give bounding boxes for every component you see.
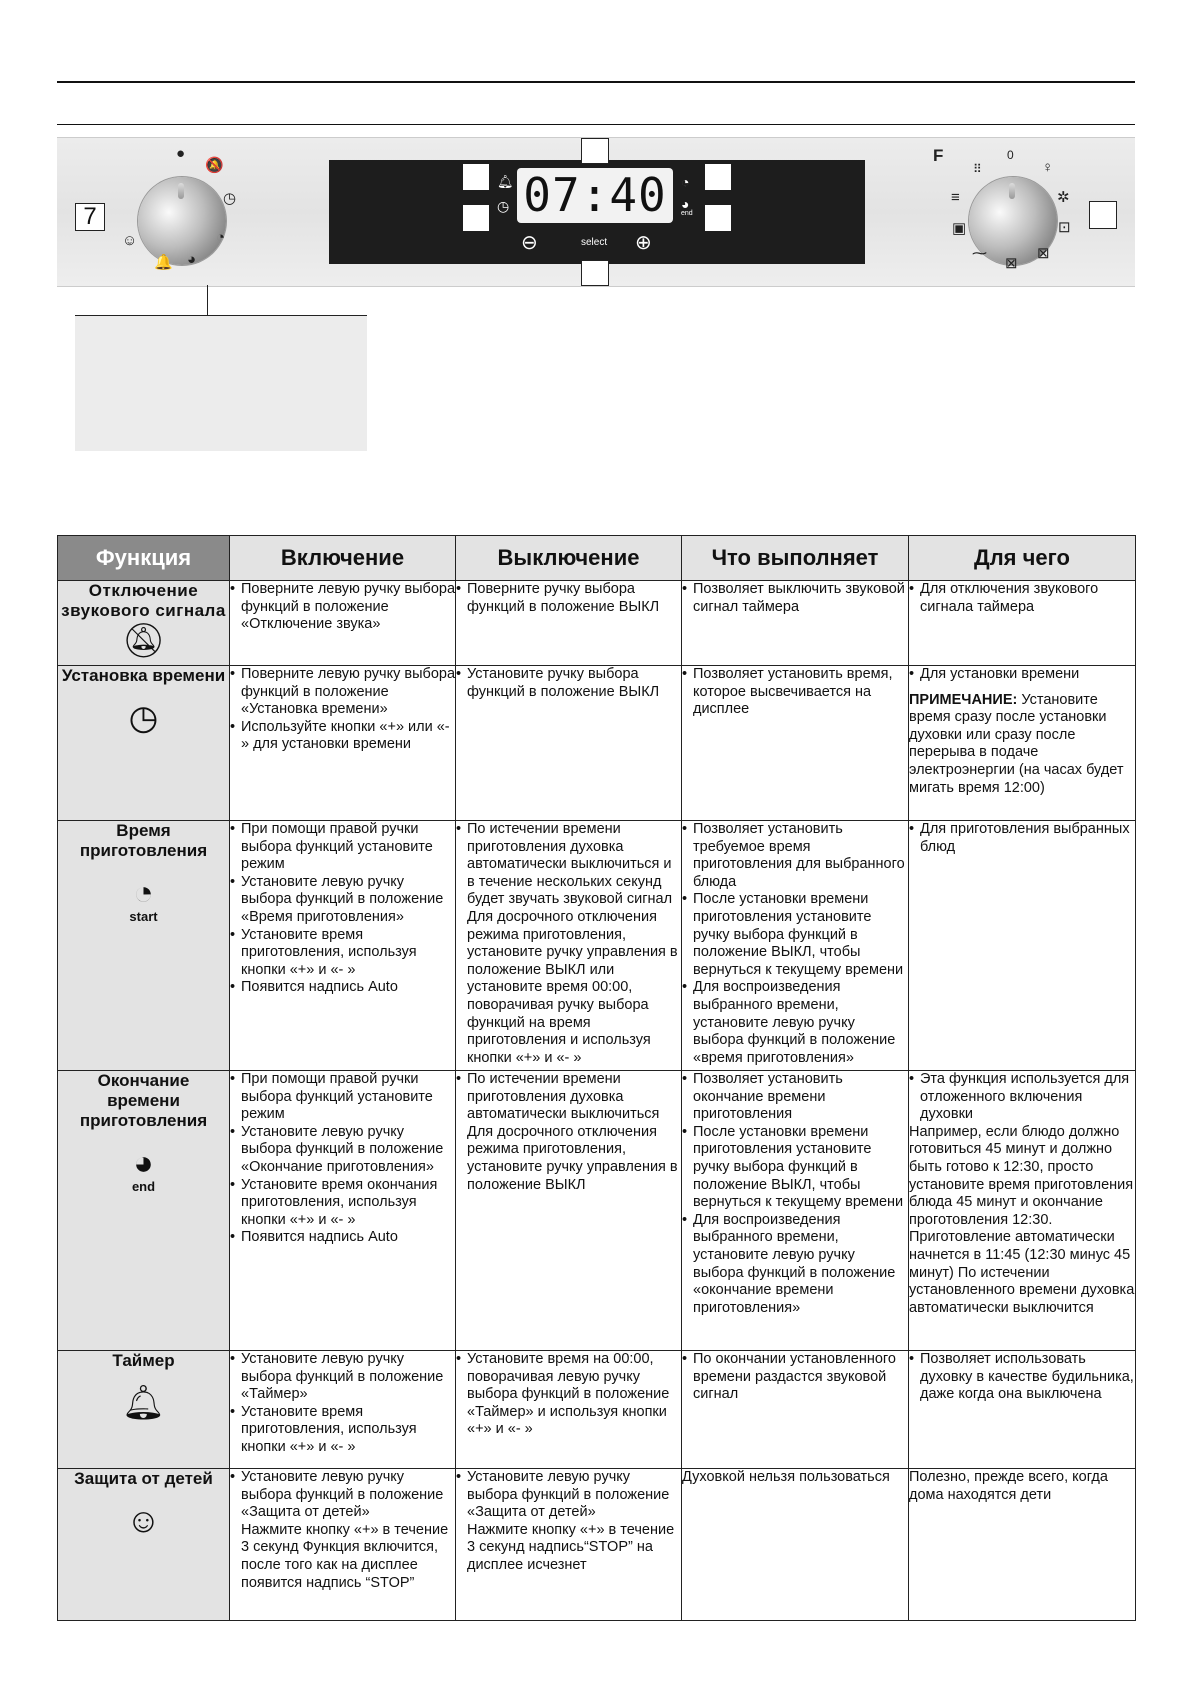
function-name: Отключение звукового сигнала — [61, 581, 226, 620]
functions-table — [57, 535, 1136, 1621]
left-function-knob[interactable] — [138, 177, 226, 268]
why-cell — [909, 1071, 1136, 1351]
timer-end-icon: ◕ end — [58, 1145, 229, 1193]
table-row — [58, 1351, 1136, 1469]
on-step: • Появится надпись Auto — [230, 979, 455, 997]
why-item: • Для установки времени — [909, 666, 1135, 684]
time-readout: 07:40 — [517, 168, 673, 223]
display-end-label: end — [681, 210, 693, 217]
convection-icon: ⊠ — [1037, 245, 1050, 262]
off-cell — [456, 1071, 682, 1351]
callout-box-right — [1089, 201, 1117, 229]
display-clock-icon: ◷ — [497, 198, 510, 214]
on-cell — [230, 581, 456, 666]
on-step: • Установите время приготовления, используя кнопки «+» и «- » — [230, 927, 455, 980]
what-cell — [682, 581, 909, 666]
on-step: • При помощи правой ручки выбора функций установите режим — [230, 821, 455, 874]
on-step: • Используйте кнопки «+» или «- » для установки времени — [230, 719, 455, 754]
why-example: Например, если блюдо должно готовиться 45 минут и должно быть готово к 12:30, просто установите время приготовления блюда 45 минут и окончание проготовления 12:30. Приготовление автоматически начнется в 11:45 (12:30 минус 45 минут) По истечении установленного времени духовка автоматически выключится — [909, 1123, 1135, 1316]
off-extra: Нажмите кнопку «+» в течение 3 секунд надпись“STOP” на дисплее исчезнет — [467, 1521, 675, 1573]
clock-icon: ◷ — [128, 699, 159, 737]
on-step: • При помощи правой ручки выбора функций установите режим — [230, 1071, 455, 1124]
note-text: Установите время сразу после установки духовки или сразу после перерыва в подаче электроэнергии (на часах будет мигать время 12:00) — [909, 691, 1124, 796]
callout-box-bottom-center — [581, 260, 609, 286]
what-item: • Позволяет установить окончание времени приготовления — [682, 1071, 908, 1124]
function-name-cell — [58, 581, 230, 666]
why-item: Полезно, прежде всего, когда дома находятся дети — [909, 1469, 1108, 1503]
why-item: • Для отключения звукового сигнала таймера — [909, 581, 1135, 616]
on-step: • Поверните левую ручку выбора функций в положение «Отключение звука» — [230, 581, 455, 634]
what-cell — [682, 821, 909, 1071]
why-cell — [909, 581, 1136, 666]
table-row — [58, 1071, 1136, 1351]
off-step: • Установите время на 00:00, поворачивая левую ручку выбора функций в положение «Таймер» и используя кнопки «+» и «- » — [456, 1351, 681, 1439]
what-item: • Позволяет выключить звуковой сигнал таймера — [682, 581, 908, 616]
on-cell — [230, 821, 456, 1071]
on-step: • Установите левую ручку выбора функций в положение «Защита от детей» — [230, 1469, 455, 1522]
off-step: • Поверните ручку выбора функций в положение ВЫКЛ — [456, 581, 681, 616]
minus-button[interactable]: ⊖ — [521, 232, 538, 254]
on-step: • Установите левую ручку выбора функций в положение «Окончание приготовления» — [230, 1124, 455, 1177]
on-step: • Установите левую ручку выбора функций в положение «Время приготовления» — [230, 874, 455, 927]
table-row — [58, 1469, 1136, 1621]
light-icon: ♀ — [1042, 159, 1054, 176]
function-knob-label: F — [933, 146, 944, 165]
on-step: • Установите время приготовления, используя кнопки «+» и «- » — [230, 1404, 455, 1457]
bell-icon: 🔔︎ — [121, 1384, 166, 1422]
table-row — [58, 821, 1136, 1071]
callout-box-bottom-right — [705, 205, 731, 231]
header-off: Выключение — [456, 536, 682, 581]
what-item: • Для воспроизведения выбранного времени, установите левую ручку выбора функций в положение «время приготовления» — [682, 979, 908, 1067]
defrost-icon: ✲ — [1057, 189, 1070, 206]
callout-box-top-right — [705, 164, 731, 190]
fan-oven-icon: ⊠ — [1005, 255, 1018, 272]
header-on: Включение — [230, 536, 456, 581]
off-cell — [456, 1469, 682, 1621]
function-name: Защита от детей — [74, 1469, 213, 1488]
function-name-cell — [58, 1469, 230, 1621]
why-item: • Для приготовления выбранных блюд — [909, 821, 1135, 856]
what-cell — [682, 666, 909, 821]
display-start-icon: ◔ — [681, 174, 690, 190]
function-name: Окончание времени приготовления — [79, 1071, 208, 1130]
what-item: • После установки времени приготовления установите ручку выбора функций в положение ВЫКЛ, чтобы вернуться к текущему времени — [682, 891, 908, 979]
callout-line — [207, 285, 208, 315]
table-row — [58, 666, 1136, 821]
child-lock-icon: ☺ — [126, 1502, 161, 1540]
display-end-icon: ◕ — [681, 196, 690, 212]
callout-number-box: 7 — [75, 203, 105, 231]
control-panel — [57, 137, 1135, 287]
off-step: • Установите ручку выбора функций в положение ВЫКЛ — [456, 666, 681, 701]
lower-heat-icon: ⁓ — [972, 245, 987, 262]
what-item: • По окончании установленного времени раздастся звуковой сигнал — [682, 1351, 908, 1404]
off-cell — [456, 1351, 682, 1469]
why-item: • Позволяет использовать духовку в качестве будильника, даже когда она выключена — [909, 1351, 1135, 1404]
function-name-cell — [58, 821, 230, 1071]
knob-zero-label: 0 — [1007, 148, 1014, 162]
off-cell — [456, 666, 682, 821]
grill-dots-icon: ⠿ — [973, 162, 982, 176]
on-cell — [230, 1071, 456, 1351]
header-what: Что выполняет — [682, 536, 909, 581]
off-cell — [456, 581, 682, 666]
on-extra: Нажмите кнопку «+» в течение 3 секунд Функция включится, после того как на дисплее появится надпись “STOP” — [241, 1521, 449, 1591]
off-step: • По истечении времени приготовления духовка автоматически выключиться Для досрочного отключения режима приготовления, установите ручку управления в положение ВЫКЛ — [456, 1071, 681, 1194]
on-step: • Появится надпись Auto — [230, 1229, 455, 1247]
end-label: end — [131, 1179, 156, 1194]
off-dot-icon: ● — [176, 145, 186, 162]
callout-box-bottom-left — [463, 205, 489, 231]
what-item: • Позволяет установить время, которое высвечивается на дисплее — [682, 666, 908, 719]
bell-icon: 🔔 — [154, 254, 173, 271]
clock-icon: ◷ — [223, 190, 237, 207]
plus-button[interactable]: ⊕ — [635, 232, 652, 254]
child-lock-icon: ☺ — [122, 232, 138, 249]
on-cell — [230, 666, 456, 821]
display-bell-icon: 🔔︎ — [497, 174, 514, 189]
table-header-row — [58, 536, 1136, 581]
what-item: • Позволяет установить требуемое время приготовления для выбранного блюда — [682, 821, 908, 891]
function-name: Время приготовления — [79, 821, 208, 860]
timer-end-icon: ◕ — [187, 251, 197, 268]
on-step: • Поверните левую ручку выбора функций в положение «Установка времени» — [230, 666, 455, 719]
what-cell — [682, 1351, 909, 1469]
start-label: start — [129, 909, 158, 924]
why-cell — [909, 1351, 1136, 1469]
header-why: Для чего — [909, 536, 1136, 581]
callout-box-top-left — [463, 164, 489, 190]
function-name-cell — [58, 666, 230, 821]
off-step: • По истечении времени приготовления духовка автоматически выключиться и в течение нескольких секунд будет звучать звуковой сигнал Для досрочного отключения режима приготовления, установите ручку управления в положение ВЫКЛ или установите время 00:00, поворачивая ручку выбора функций на время приготовления и используя кнопки «+» и «- » — [456, 821, 681, 1067]
callout-note-box — [75, 316, 367, 451]
on-step: • Установите левую ручку выбора функций в положение «Таймер» — [230, 1351, 455, 1404]
note-label: ПРИМЕЧАНИЕ: — [909, 691, 1018, 708]
timer-start-icon: ◔ start — [58, 875, 229, 923]
why-item: • Эта функция используется для отложенного включения духовки — [909, 1071, 1135, 1124]
function-name: Таймер — [112, 1351, 175, 1370]
off-cell — [456, 821, 682, 1071]
mute-icon: 🔕 — [205, 157, 224, 174]
pizza-icon: ▣ — [952, 220, 967, 237]
bottom-heat-icon: ⊡ — [1058, 219, 1071, 236]
table-row — [58, 581, 1136, 666]
select-button[interactable]: select — [581, 237, 608, 248]
top-rule — [57, 81, 1135, 83]
what-cell — [682, 1071, 909, 1351]
on-cell — [230, 1469, 456, 1621]
why-cell — [909, 821, 1136, 1071]
why-cell — [909, 666, 1136, 821]
off-step: • Установите левую ручку выбора функций в положение «Защита от детей» — [456, 1469, 681, 1522]
why-cell — [909, 1469, 1136, 1621]
callout-box-top-center — [581, 138, 609, 164]
on-cell — [230, 1351, 456, 1469]
on-step: • Установите время окончания приготовления, используя кнопки «+» и «- » — [230, 1177, 455, 1230]
function-name-cell — [58, 1071, 230, 1351]
second-rule — [57, 124, 1135, 125]
what-cell — [682, 1469, 909, 1621]
note — [909, 692, 1135, 798]
function-name-cell — [58, 1351, 230, 1469]
what-item: • Для воспроизведения выбранного времени, установите левую ручку выбора функций в положение «окончание времени приготовления» — [682, 1212, 908, 1318]
mute-icon: 🔕︎ — [121, 622, 166, 660]
header-function: Функция — [58, 536, 230, 581]
what-item: • После установки времени приготовления установите ручку выбора функций в положение ВЫКЛ, чтобы вернуться к текущему времени — [682, 1124, 908, 1212]
fan-heat-icon: ≡ — [951, 189, 960, 206]
what-item: Духовкой нельзя пользоваться — [682, 1469, 890, 1485]
function-name: Установка времени — [61, 666, 226, 685]
control-display — [329, 160, 865, 264]
timer-start-icon: ◔ — [216, 229, 226, 246]
